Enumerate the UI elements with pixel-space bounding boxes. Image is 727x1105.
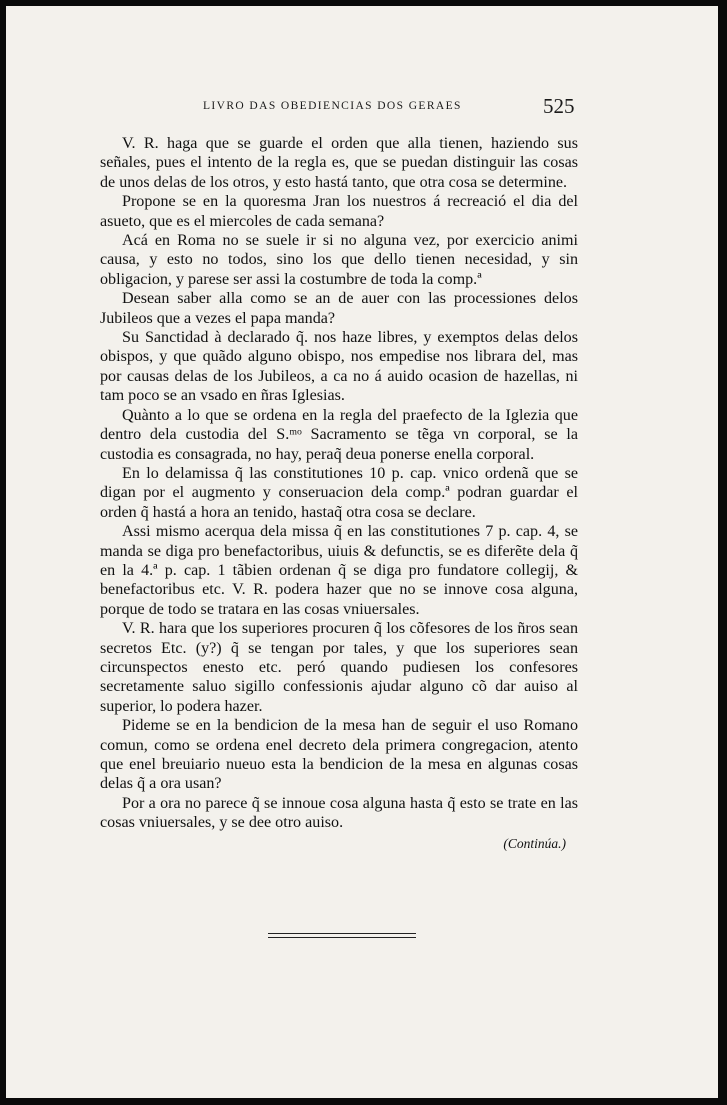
closing-rule-bottom	[268, 937, 416, 938]
paragraph: Por a ora no parece q̃ se innoue cosa alguna hasta q̃ esto se trate en las cosas vniuersales, y se dee otro auiso.	[100, 794, 578, 832]
paragraph: Propone se en la quoresma Jran los nuestros á recreació el dia del asueto, que es el miercoles de cada semana?	[100, 193, 578, 230]
paragraph: Quànto a lo que se ordena en la regla del praefecto de la Iglezia que dentro dela custodia del S.ᵐᵒ Sacramento se tẽga vn corporal, se la custodia es consagrada, no hay, peraq̃ deua ponerse enella corporal.	[100, 406, 578, 463]
paragraph: V. R. haga que se guarde el orden que alla tienen, haziendo sus señales, pues el intento de la regla es, que se puedan distinguir las cosas de unos delas de los otros, y esto hastá tanto, que otra cosa se determine.	[100, 135, 578, 191]
paragraph: Desean saber alla como se an de auer con las processiones delos Jubileos que a vezes el papa manda?	[100, 290, 578, 327]
running-title: LIVRO DAS OBEDIENCIAS DOS GERAES	[203, 100, 462, 112]
paragraph: Pideme se en la bendicion de la mesa han de seguir el uso Romano comun, como se ordena enel decreto dela primera congregacion, atento que enel breuiario nueuo esta la bendicion de la mesa en algunas cosas delas q̃ a ora usan?	[100, 717, 578, 793]
paragraph: Su Sanctidad à declarado q̃. nos haze libres, y exemptos delas delos obispos, y que quãdo alguno obispo, nos empedise nos librara del, mas por causas delas de los Jubileos, a ca no á auido ocasion de hazellas, ni tam poco se an vsado en ñras Iglesias.	[100, 329, 578, 405]
paragraph: V. R. hara que los superiores procuren q̃ los cõfesores de los ñros sean secretos Etc. (y?) q̃ se tengan por tales, y que los superiores sean circunspectos enesto etc. peró quando pudiesen los confesores secretamente saluo sigillo confessionis ajudar alguno cõ dar auiso al superior, lo podera hazer.	[100, 620, 578, 715]
page-number: 525	[543, 94, 575, 118]
paragraph: Assi mismo acerqua dela missa q̃ en las constitutiones 7 p. cap. 4, se manda se diga pro benefactoribus, uiuis & defunctis, se es diferẽte dela q̃ en la 4.ª p. cap. 1 tãbien ordenan q̃ se diga pro fundatore collegij, & benefactoribus etc. V. R. podera hazer que no se innove cosa alguna, porque de todo se tratara en las cosas vniuersales.	[100, 523, 578, 618]
body-text	[100, 134, 578, 853]
continued-note: (Continúa.)	[503, 835, 566, 851]
page	[6, 6, 718, 1098]
closing-rule-top	[268, 933, 416, 934]
page-header	[6, 94, 718, 118]
paragraph: Acá en Roma no se suele ir si no alguna vez, por exercicio animi causa, y esto no todos, sino los que dello tienen necesidad, y sin obligacion, y parese ser assi la costumbre de toda la comp.ª	[100, 232, 578, 288]
paragraph: En lo delamissa q̃ las constitutiones 10 p. cap. vnico ordenã que se digan por el augmento y conseruacion dela comp.ª podran guardar el orden q̃ hastá a hora an tenido, hastaq̃ otra cosa se declare.	[100, 464, 578, 521]
